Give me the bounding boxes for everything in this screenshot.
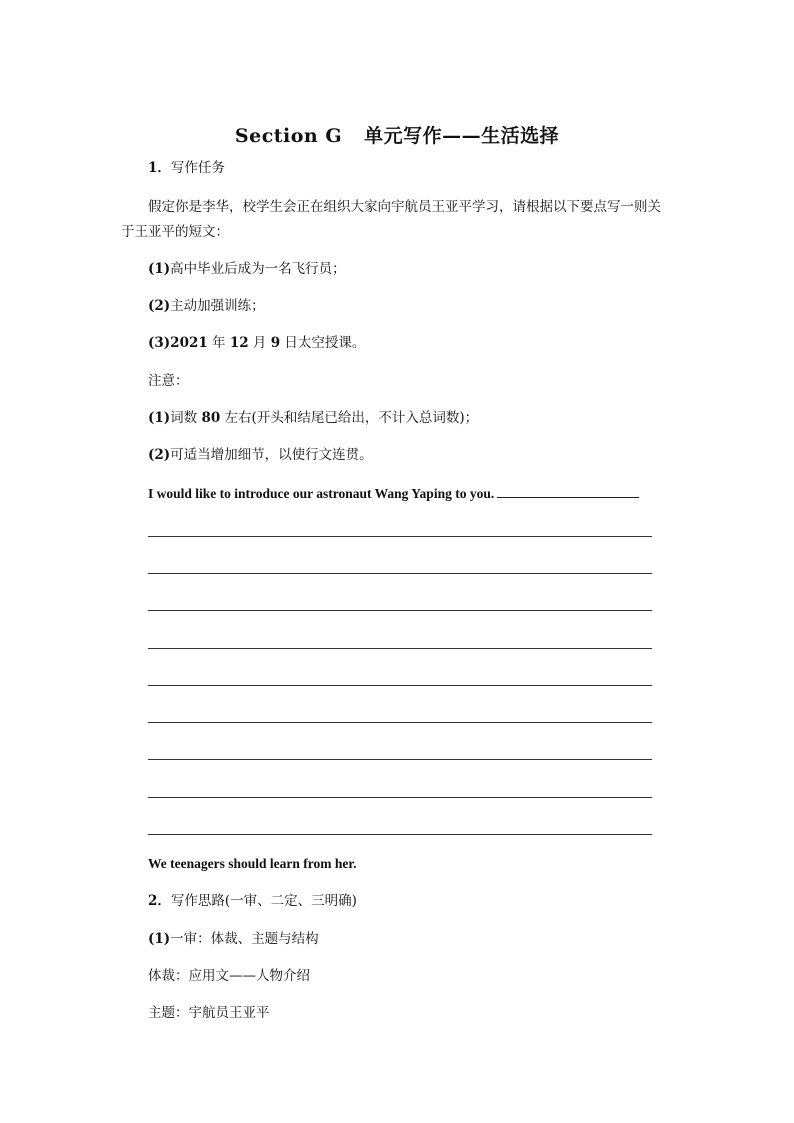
prompt-line-2: 于王亚平的短文： (121, 224, 229, 240)
note-1: (1)词数 80 左右(开头和结尾已给出，不计入总词数)； (148, 410, 479, 426)
answer-line[interactable] (148, 573, 652, 574)
answer-line[interactable] (148, 759, 652, 760)
task-number: 1． (148, 160, 171, 176)
closing-sentence-line (148, 854, 357, 874)
answer-line[interactable] (148, 610, 652, 611)
approach-heading: 2．写作思路(一审、二定、三明确) (148, 893, 357, 909)
approach-item-1: (1)一审：体裁、主题与结构 (148, 931, 319, 947)
answer-line[interactable] (148, 797, 652, 798)
answer-line[interactable] (148, 722, 652, 723)
unit-title: 单元写作——生活选择 (364, 125, 560, 147)
point-2: (2)主动加强训练； (148, 298, 265, 314)
opening-sentence: I would like to introduce our astronaut Wang Yaping to you. (148, 486, 495, 501)
point-1: (1)高中毕业后成为一名飞行员； (148, 261, 346, 277)
answer-line[interactable] (148, 685, 652, 686)
answer-line[interactable] (148, 834, 652, 835)
note-2: (2)可适当增加细节，以使行文连贯。 (148, 447, 373, 463)
section-label: Section G (234, 125, 343, 147)
point-3: (3)2021 年 12 月 9 日太空授课。 (148, 335, 366, 351)
approach-number: 2． (148, 893, 171, 909)
answer-line[interactable] (148, 536, 652, 537)
closing-sentence: We teenagers should learn from her. (148, 856, 357, 871)
answer-line[interactable] (148, 648, 652, 649)
prompt-line-1: 假定你是李华，校学生会正在组织大家向宇航员王亚平学习，请根据以下要点写一则关 (148, 199, 661, 215)
task-heading: 1．写作任务 (148, 160, 225, 176)
notes-label: 注意： (148, 373, 189, 389)
page-title (0, 121, 794, 148)
approach-theme: 主题：宇航员王亚平 (148, 1005, 270, 1021)
opening-sentence-line (148, 483, 639, 504)
answer-blank-inline[interactable] (497, 483, 639, 498)
approach-genre: 体裁：应用文——人物介绍 (148, 968, 310, 984)
